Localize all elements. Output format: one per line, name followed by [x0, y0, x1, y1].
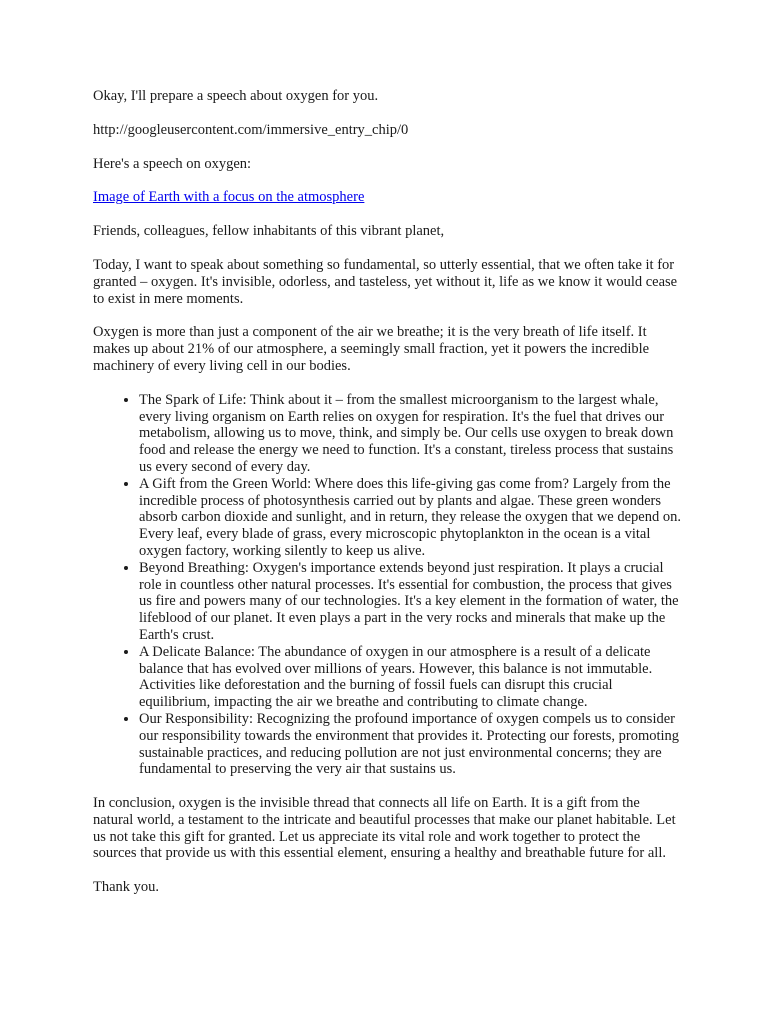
bullet-item: • Beyond Breathing: Oxygen's importance extends beyond just respiration. It plays a crucial role in countless other natural processes. It's essential for combustion, the process that gives us fire and powers many of our technologies. It's a key element in the formation of water, the lifeblood of our planet. It even plays a part in the very rocks and minerals that make up the Earth's crust.	[139, 560, 683, 644]
bullet-item: • A Delicate Balance: The abundance of oxygen in our atmosphere is a result of a delicate balance that has evolved over millions of years. However, this balance is not immutable. Activities like deforestation and the burning of fossil fuels can disrupt this crucial equilibrium, impacting the air we breathe and contributing to climate change.	[139, 644, 683, 711]
bullet-list	[93, 392, 683, 778]
speech-paragraph-1: Today, I want to speak about something so fundamental, so utterly essential, that we often take it for granted – oxygen. It's invisible, odorless, and tasteless, yet without it, life as we know it would cease to exist in mere moments.	[93, 256, 678, 307]
conclusion-paragraph: In conclusion, oxygen is the invisible thread that connects all life on Earth. It is a gift from the natural world, a testament to the intricate and beautiful processes that make our planet habitable. Let us not take this gift for granted. Let us appreciate its vital role and work together to protect the sources that provide us with this essential element, ensuring a healthy and breathable future for all.	[93, 795, 676, 862]
bullet-item: • Our Responsibility: Recognizing the profound importance of oxygen compels us to consider our responsibility towards the environment that provides it. Protecting our forests, promoting sustainable practices, and reducing pollution are not just environmental concerns; they are fundamental to preserving the very air that sustains us.	[139, 711, 683, 778]
source-url: http://googleusercontent.com/immersive_entry_chip/0	[93, 121, 409, 138]
closing-line: Thank you.	[93, 879, 160, 896]
document-page	[93, 88, 683, 913]
bullet-item: • The Spark of Life: Think about it – from the smallest microorganism to the largest whale, every living organism on Earth relies on oxygen for respiration. It's the fuel that drives our metabolism, allowing us to move, think, and simply be. Our cells use oxygen to break down food and release the energy we need to function. It's a constant, tireless process that sustains us every second of every day.	[139, 392, 683, 476]
salutation: Friends, colleagues, fellow inhabitants of this vibrant planet,	[93, 223, 445, 240]
image-link[interactable]: Image of Earth with a focus on the atmosphere	[93, 189, 365, 206]
speech-paragraph-2: Oxygen is more than just a component of the air we breathe; it is the very breath of life itself. It makes up about 21% of our atmosphere, a seemingly small fraction, yet it powers the incredible machinery of every living cell in our bodies.	[93, 324, 650, 374]
bullet-item: • A Gift from the Green World: Where does this life-giving gas come from? Largely from the incredible process of photosynthesis carried out by plants and algae. These green wonders absorb carbon dioxide and sunlight, and in return, they release the oxygen that we depend on. Every leaf, every blade of grass, every microscopic phytoplankton in the ocean is a vital oxygen factory, working silently to keep us alive.	[139, 476, 683, 560]
intro-line-2: Here's a speech on oxygen:	[93, 155, 252, 172]
intro-line: Okay, I'll prepare a speech about oxygen for you.	[93, 88, 379, 104]
image-link-paragraph	[93, 189, 683, 206]
